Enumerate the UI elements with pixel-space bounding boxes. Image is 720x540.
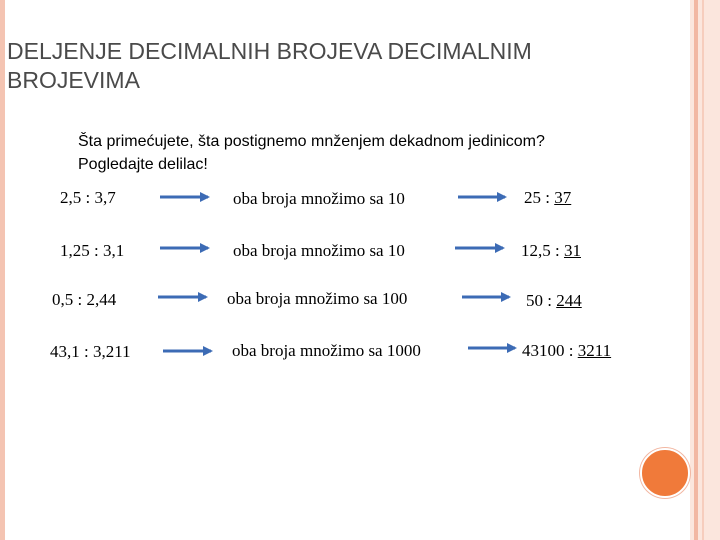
row-4-original: 43,1 : 3,211 — [50, 342, 131, 361]
question-line-2: Pogledajte delilac! — [78, 156, 208, 173]
row-4-operation: oba broja množimo sa 1000 — [232, 341, 421, 360]
row-2-operation: oba broja množimo sa 10 — [233, 241, 405, 260]
row-2-result-left: 12,5 : — [521, 241, 564, 260]
row-3-result-divisor: 244 — [556, 291, 582, 310]
row-4-result-left: 43100 : — [522, 341, 578, 360]
row-3-operation: oba broja množimo sa 100 — [227, 289, 408, 308]
row-1-result-left: 25 : — [524, 188, 555, 207]
row-3-original: 0,5 : 2,44 — [52, 290, 117, 309]
question-line-1: Šta primećujete, šta postignemo mnženjem dekadnom jedinicom? — [78, 133, 545, 150]
row-2-result-divisor: 31 — [563, 241, 581, 260]
row-1-original: 2,5 : 3,7 — [60, 188, 116, 207]
row-2-original: 1,25 : 3,1 — [60, 241, 125, 260]
slide-title: DELJENJE DECIMALNIH BROJEVA DECIMALNIM BROJEVIMA — [7, 38, 532, 93]
row-4-result-divisor: 3211 — [577, 341, 612, 360]
row-1-operation: oba broja množimo sa 10 — [233, 189, 405, 208]
row-1-result-divisor: 37 — [554, 188, 572, 207]
row-3-result-left: 50 : — [526, 291, 557, 310]
